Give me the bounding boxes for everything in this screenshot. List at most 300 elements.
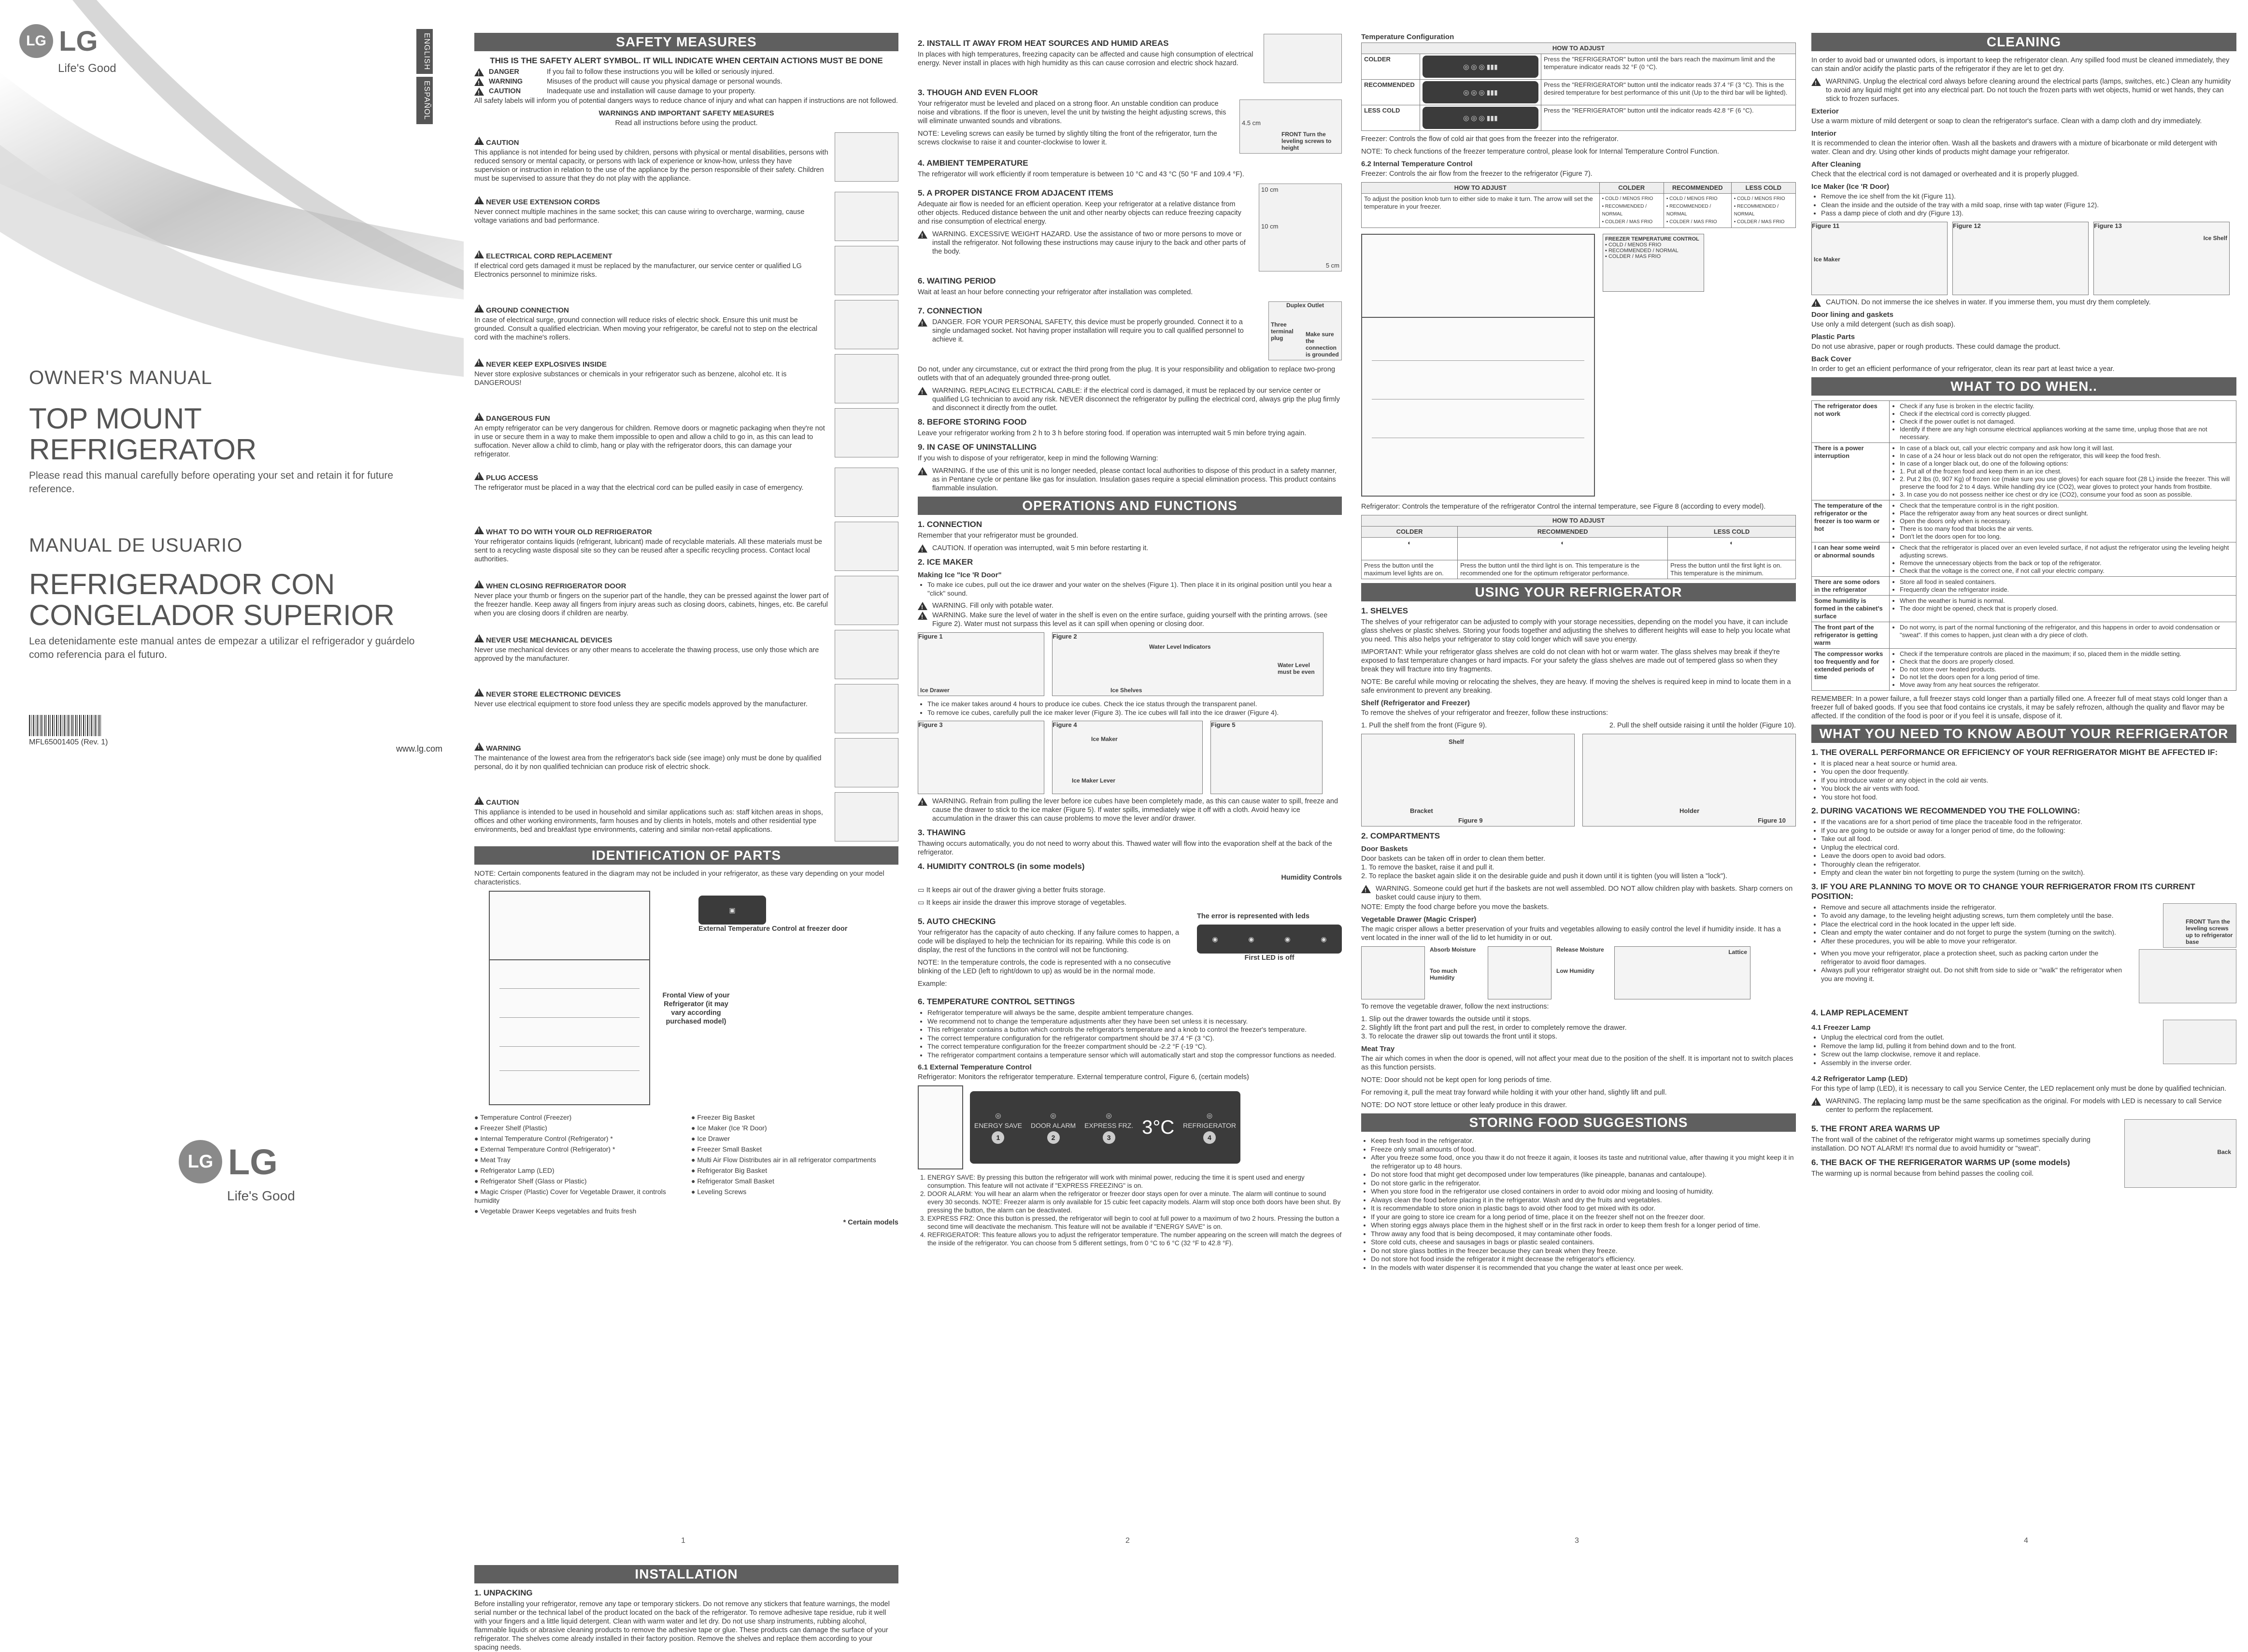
humidity-controls-label: Humidity Controls (1281, 874, 1342, 882)
t2-header-cell: LESS COLD (1731, 183, 1795, 194)
t3-header-cell: COLDER (1362, 527, 1458, 538)
list-item: • Take out all food. (1821, 835, 2236, 843)
list-item: • After these procedures, you will be able to move your refrigerator. (1821, 937, 2157, 946)
trouble-row (1812, 400, 2236, 442)
cover-titles (29, 367, 425, 662)
db-text: Door baskets can be taken off in order to clean them better. (1361, 855, 1545, 863)
panel-button-number: 4 (1203, 1131, 1216, 1144)
icemaker-sub: Ice Maker (Ice 'R Door) (1811, 183, 1890, 191)
safety-section (474, 192, 898, 241)
o5-title: 5. AUTO CHECKING (918, 917, 996, 926)
fridge-interior (1361, 234, 1595, 497)
warning-icon (474, 87, 484, 96)
safety-section-body (474, 468, 829, 517)
safety-section-text: This appliance is not intended for being used by children, persons with physical or mental disabilities, persons with reduced sensory or mental capacity, or persons with lack of experience or know-how, unless they have supervision or instruction in relation to the use of the appliance by the person responsible of their safety. Children must be supervised to assure that they do not play with the appliance. (474, 149, 828, 183)
s9-text: If you wish to dispose of your refrigerator, keep in mind the following Warning: (918, 455, 1158, 462)
safety-section (474, 246, 898, 295)
list-item: • After you freeze some food, once you thaw it do not freeze it again, it looses its taste and nutritional value, after thawing it you might keep it in the refrigerator up to 48 hours. (1371, 1154, 1796, 1170)
trouble-problem: There are some odors in the refrigerator (1812, 576, 1890, 595)
temp-panel (1420, 105, 1541, 131)
safety-section-text: An empty refrigerator can be very dangerous for children. Remove doors or magnetic packaging when they're not in use or secure them in a way to make them impossible to open and allow a child to go in, as this can lead to suffocation. Never allow a child to climb, hang or play with the refrigerator doors, this can damage your refrigerator. (474, 425, 825, 458)
trouble-solutions (1890, 648, 2236, 690)
s7-text: Do not, under any circumstance, cut or extract the third prong from the plug. It is your responsibility and obligation to replace two-prong outlets with that of an adequately grounded three-prong outlet. (918, 366, 1336, 382)
u1-note: NOTE: Be careful while moving or relocating the shelves, they are heavy. If moving the shelves is required keep in mind to locate them in a safe environment to prevent any breaking. (1361, 678, 1791, 695)
trouble-item: • Frequently clean the refrigerator inside. (1900, 586, 2234, 594)
trouble-item: • Remove the unnecessary objects from the back or top of the refrigerator. (1900, 559, 2234, 567)
trouble-list (1892, 544, 2234, 575)
safety-section-body (474, 630, 829, 679)
veg-step: 2. Slightly lift the front part and pull the rest, in order to completely remove the drawer. (1361, 1024, 1627, 1032)
veg-step: 3. To relocate the drawer slip out towards the front until it stops. (1361, 1033, 1557, 1040)
auto-check (918, 912, 1342, 992)
meat-text: The air which comes in when the door is opened, will not affect your meat due to the position of the shelf. It is important not to switch places as this function persists. (1361, 1055, 1793, 1071)
panel-button[interactable] (974, 1111, 1022, 1144)
warning-icon (1811, 78, 1821, 86)
back-sub: Back Cover (1811, 355, 1851, 363)
safety-section-title (474, 796, 829, 807)
warning-icon (474, 526, 484, 534)
part-legend-item: ● Meat Tray (474, 1155, 682, 1164)
t2-text: To adjust the position knob turn to either side to make it turn. The arrow will set the temperature in your freezer. (1362, 194, 1600, 228)
outlet-illustration (1268, 301, 1342, 360)
safety-section-text: Never connect multiple machines in the same socket; this can cause wiring to overcharge, warming, cause voltage variations and bad performance. (474, 208, 805, 225)
page-number-3: 3 (1575, 1537, 1579, 1545)
temp-config-row (1362, 80, 1796, 105)
panel-button-label: DOOR ALARM (1030, 1121, 1076, 1129)
shelf-sub: Shelf (Refrigerator and Freezer) (1361, 699, 1470, 707)
panel-button-number: 1 (992, 1131, 1004, 1144)
knob-option: ▪ RECOMMENDED / NORMAL (1734, 204, 1779, 217)
part-legend-item: ● Freezer Shelf (Plastic) (474, 1124, 682, 1132)
temp-text: Press the "REFRIGERATOR" button until the indicator reads 37.4 °F (3 °C). This is the desired temperature for best performance of this unit (Up to the third bar will be lighted). (1541, 80, 1796, 105)
safety-section-text: If electrical cord gets damaged it must be replaced by the manufacturer, our service center or qualified LG Electronics personnel to minimize risks. (474, 262, 802, 279)
knob-option: ▪ RECOMMENDED / NORMAL (1605, 248, 1679, 254)
figure-1: Figure 1 Ice Drawer (918, 632, 1044, 696)
distance-illustration (1259, 184, 1342, 271)
list-item: • If your are going to store ice cream for a long period of time, place it on the freezer shelf not on the freezer door. (1371, 1213, 1796, 1222)
parts-diagram-1 (474, 891, 898, 1113)
trouble-item: • Check if the power outlet is not damaged. (1900, 418, 2234, 426)
trouble-item: • Move away from any heat sources the refrigerator. (1900, 681, 2234, 689)
list-item: • We recommend not to change the temperature adjustments after they have been set unless it is necessary. (927, 1017, 1342, 1026)
trouble-item: • Check if any fuse is broken in the electric facility. (1900, 402, 2234, 410)
list-item: • You store hot food. (1821, 793, 2236, 802)
safety-section-title-text: WARNING (484, 744, 521, 753)
warning-icon (918, 602, 927, 610)
unpacking-text: Before installing your refrigerator, remove any tape or temporary stickers. Do not remove any stickers that feature warnings, the model serial number or the technical label of the product located on the back of the refrigerator. To remove adhesive tape residue, rub it well with your fingers and a little liquid detergent. Clean with warm water and let dry. Do not use sharp instruments, rubbing alcohol, flammable liquids or abrasive cleaning products to remove the adhesive tape or glue. These products can damage the surface of your refrigerator. The shelves come already installed in their factory position. Remove the shelves and replace them according to your spacing needs. (474, 1600, 890, 1652)
k3-block (1811, 903, 2236, 950)
signal-word-row (474, 77, 898, 86)
mini-panel: ◎ ◎ ◎ ▮▮▮ (1423, 81, 1538, 103)
o2-warn1: ! WARNING. Fill only with potable water. (918, 601, 1342, 610)
panel-button[interactable] (1183, 1111, 1236, 1144)
safety-section-text: Your refrigerator contains liquids (refrigerant, lubricant) made of recyclable materials. All these materials must be sent to a recycling waste disposal site so they can be reused after a specific recycling process. Contact local authorities. (474, 538, 822, 563)
k1-list (1811, 759, 2236, 802)
trouble-item: • Identify if there are any high consume electrical appliances working at the same time, unplug those that are not necessary. (1900, 426, 2234, 441)
panel-button-label: EXPRESS FRZ. (1084, 1121, 1134, 1129)
warning-icon (918, 612, 927, 620)
meat-remove: For removing it, pull the meat tray forward while holding it with your other hand, slightly lift and pull. (1361, 1089, 1667, 1097)
caution-icon (918, 544, 927, 553)
lang-tab-english[interactable]: ENGLISH (416, 29, 433, 74)
knob-option: ▪ RECOMMENDED / NORMAL (1666, 204, 1711, 217)
trouble-list (1892, 650, 2234, 689)
warning-icon (1361, 885, 1371, 893)
brand-name: LG (59, 25, 98, 57)
safety-sections (474, 132, 898, 841)
part-legend-item: ● External Temperature Control (Refrigerator) * (474, 1145, 682, 1154)
exterior-text: Use a warm mixture of mild detergent or soap to clean the refrigerator's surface. Clean with a damp cloth and dry immediately. (1811, 117, 2202, 125)
interior-sub: Interior (1811, 129, 1836, 138)
signal-word-row (474, 87, 898, 96)
safety-illustration (835, 468, 898, 517)
safety-section (474, 630, 898, 679)
o5-note: NOTE: In the temperature controls, the code is represented with a no consecutive blinking of the LED (left to right/down to up) as would be in the normal mode. (918, 959, 1171, 975)
panel-button[interactable] (1031, 1111, 1076, 1144)
list-item: • It is recommendable to store onion in plastic bags to avoid other food to get mixed with its odor. (1371, 1204, 1796, 1213)
k2-list (1811, 818, 2236, 877)
lamp-illustration (2163, 1020, 2236, 1064)
o2-sub: Making Ice "Ice 'R Door" (918, 571, 1002, 579)
lg-logo-top (19, 24, 98, 58)
back-text: In order to get an efficient performance of your refrigerator, clean its rear part at least twice a year. (1811, 365, 2115, 373)
k2-title: 2. DURING VACATIONS WE RECOMMENDED YOU THE FOLLOWING: (1811, 806, 2080, 815)
part-legend-item: ● Freezer Big Basket (691, 1113, 898, 1122)
knob-panel: FREEZER TEMPERATURE CONTROL ▪ COLD / MENOS FRIO ▪ RECOMMENDED / NORMAL ▪ COLDER / MAS FRIO (1603, 234, 1704, 292)
caution-icon (1811, 299, 1821, 307)
s5-warning: ! WARNING. EXCESSIVE WEIGHT HAZARD. Use the assistance of two or more persons to move or install the refrigerator. Not following these instructions may cause injury to the back and other parts of the body. (918, 230, 1253, 256)
safety-section-title-text: NEVER STORE ELECTRONIC DEVICES (484, 690, 621, 698)
safety-section-title (474, 688, 829, 698)
part-legend-item: ● Temperature Control (Freezer) (474, 1113, 682, 1122)
safety-section (474, 684, 898, 733)
door-baskets-sub: Door Baskets (1361, 845, 1408, 853)
o4-a: ▭ It keeps air out of the drawer giving a better fruits storage. (918, 886, 1106, 894)
signal-word-label: WARNING (489, 78, 523, 85)
list-item: • When you move your refrigerator, place a protection sheet, such as packing carton under the refrigerator to avoid floor damages. (1821, 949, 2133, 966)
k4-block (1811, 1020, 2236, 1071)
trouble-list (1892, 578, 2234, 594)
s4-text: The refrigerator will work efficiently if room temperature is between 10 °C and 43 °C (50 °F and 109.4 °F). (918, 171, 1244, 178)
safety-section-title (474, 471, 829, 482)
heat-illustration (1264, 34, 1342, 83)
safety-section-title-text: NEVER USE MECHANICAL DEVICES (484, 636, 612, 644)
tc-title: Temperature Configuration (1361, 33, 1454, 41)
figure-13: Figure 13 Ice Shelf (2093, 222, 2230, 295)
display-icon: ▣ (729, 906, 736, 914)
certain-models: * Certain models (843, 1219, 898, 1226)
k4-warn: ! WARNING. The replacing lamp must be the same specification as the original. For models with LED is necessary to call Service center to perform the replacement. (1811, 1097, 2236, 1114)
frontal-view: Frontal View of your Refrigerator (it may vary according purchased model) (662, 992, 730, 1025)
safety-section-title-text: GROUND CONNECTION (484, 306, 569, 314)
safety-section (474, 132, 898, 187)
error-panel: ◉ ◉ ◉ ◉ (1197, 925, 1342, 954)
k3-title: 3. IF YOU ARE PLANNING TO MOVE OR TO CHANGE YOUR REFRIGERATOR FROM ITS CURRENT POSITION: (1811, 882, 2195, 901)
cover-title-es: REFRIGERADOR CON CONGELADOR SUPERIOR (29, 568, 395, 631)
after-text: Check that the electrical cord is not damaged or overheated and it is properly plugged. (1811, 171, 2079, 178)
shelf-steps (1361, 721, 1796, 734)
list-item: • Refrigerator temperature will always be the same, despite ambient temperature changes. (927, 1009, 1342, 1017)
trouble-solutions (1890, 576, 2236, 595)
part-legend-item: ● Freezer Small Basket (691, 1145, 898, 1154)
read-note-es: Lea detenidamente este manual antes de empezar a utilizar el refrigerador y guárdelo como referencia para el futuro. (29, 636, 415, 660)
parts-note: NOTE: Certain components featured in the diagram may not be included in your refrigerator, as these vary depending on your model characteristics. (474, 870, 884, 886)
error-display (1197, 912, 1342, 992)
warning-icon (474, 304, 484, 313)
trouble-row (1812, 648, 2236, 690)
o61-text: Refrigerator: Monitors the refrigerator temperature. External temperature control, Figure 6, (certain models) (918, 1073, 1249, 1081)
error-rep-label: The error is represented with leds (1197, 912, 1309, 920)
trouble-row (1812, 622, 2236, 648)
veg-step: 1. Slip out the drawer towards the outside until it stops. (1361, 1015, 1531, 1023)
warnings-title: WARNINGS AND IMPORTANT SAFETY MEASURES (598, 109, 774, 117)
trouble-solutions (1890, 500, 2236, 542)
install-distance (918, 184, 1342, 271)
safety-section-text: The maintenance of the lowest area from the refrigerator's back side (see image) only must be done by qualified personal, do it by non qualified technician can produce risk of electric shock. (474, 755, 822, 771)
warning-icon (474, 68, 484, 76)
list-item: • The correct temperature configuration for the freezer compartment should be -2.2 °F (-19 °C). (927, 1042, 1342, 1051)
figure-10: Holder Figure 10 (1582, 734, 1796, 826)
list-item: • Remove the lamp lid, pulling it from behind down and to the front. (1821, 1042, 2157, 1051)
list-item: • Freeze only small amounts of food. (1371, 1145, 1796, 1154)
parts-legend (474, 1113, 898, 1215)
trouble-problem: I can hear some weird or abnormal sounds (1812, 542, 1890, 576)
safety-section (474, 522, 898, 571)
alert-note: All safety labels will inform you of potential dangers ways to reduce chance of injury and what can happen if instructions are not followed. (474, 97, 898, 105)
store-banner: STORING FOOD SUGGESTIONS (1361, 1113, 1796, 1132)
cover-title: TOP MOUNT REFRIGERATOR (29, 402, 257, 466)
warning-icon (1811, 1097, 1821, 1106)
clean-banner: CLEANING (1811, 33, 2236, 51)
door-text: Use only a mild detergent (such as dish soap). (1811, 320, 1956, 328)
s5-text: Adequate air flow is needed for an efficient operation. Keep your refrigerator at a relative distance from other objects. Reduced distance between the unit and other nearby objects can reduce freezing capacity and rise consumption of electrical energy. (918, 200, 1241, 226)
s9-warning: ! WARNING. If the use of this unit is no longer needed, please contact local authorities to dispose of this product in a safety manner, as in Pentane cycle or pentane like gas for insulation. Insulation gases require a special elimination process. This product contains flammable insulation. (918, 467, 1342, 493)
trouble-list (1892, 624, 2234, 639)
trouble-row (1812, 542, 2236, 576)
barcode (29, 715, 101, 736)
list-item: • If you are going to be outside or away for a longer period of time, do the following: (1821, 826, 2236, 835)
safety-section-body (474, 738, 829, 787)
knob-option: ▪ COLDER / MAS FRIO (1666, 219, 1717, 225)
part-legend-item: ● Refrigerator Lamp (LED) (474, 1166, 682, 1175)
trouble-solutions (1890, 542, 2236, 576)
k3-illustration: FRONT Turn the leveling screws up to refrigerator base (2163, 903, 2236, 948)
safety-banner: SAFETY MEASURES (474, 33, 898, 51)
warning-icon (474, 250, 484, 258)
safety-illustration (835, 522, 898, 571)
figure-9: Shelf Bracket Figure 9 (1361, 734, 1575, 826)
lang-tab-spanish[interactable]: ESPAÑOL (416, 77, 433, 124)
temp-text: Press the "REFRIGERATOR" button until the bars reach the maximum limit and the temperature indicator reads 32 °F (0 °C). (1541, 54, 1796, 80)
clean-warn: ! WARNING. Unplug the electrical cord always before cleaning around the electrical parts (lamps, switches, etc.) Clean any humidity to avoid any liquid might get into any electrical part. Do not touch the frozen parts with wet objects, humid or wet hands, they can stick to frozen surfaces. (1811, 77, 2236, 103)
safety-section (474, 576, 898, 625)
trouble-problem: Some humidity is formed in the cabinet's surface (1812, 595, 1890, 622)
ext-temp-label: External Temperature Control at freezer door (698, 925, 848, 933)
column-cleaning (1811, 29, 2236, 1526)
itc-title: 6.2 Internal Temperature Control (1361, 160, 1473, 168)
knob-recommended (1664, 194, 1731, 228)
trouble-item: • When the weather is humid is normal. (1900, 597, 2234, 605)
trouble-list (1892, 444, 2234, 498)
trouble-solutions (1890, 622, 2236, 648)
safety-section-body (474, 192, 829, 241)
tagline: Life's Good (58, 62, 116, 75)
veg-remove: To remove the vegetable drawer, follow the next instructions: (1361, 1003, 1549, 1011)
list-item: • It is placed near a heat source or humid area. (1821, 759, 2236, 768)
signal-word-label: CAUTION (489, 87, 521, 95)
safety-section-title-text: CAUTION (484, 798, 519, 807)
safety-section (474, 792, 898, 841)
panel-button-icon: ◎ (995, 1111, 1001, 1119)
trouble-item: • Don't let the doors open for too long. (1900, 533, 2234, 541)
o3-title: 3. THAWING (918, 828, 966, 837)
part-legend-item: ● Refrigerator Shelf (Glass or Plastic) (474, 1177, 682, 1185)
unpacking-title: 1. UNPACKING (474, 1588, 533, 1597)
temp-config-table (1361, 43, 1796, 131)
safety-section-text: This appliance is intended to be used in household and similar applications such as: staff kitchen areas in shops, offices and other working environments, farm houses and by clients in hotels, motels and other residential type environments, bed and breakfast type environments, catering and similar non-retail applications. (474, 809, 823, 834)
panel-list-item: 4. REFRIGERATOR: This feature allows you to adjust the refrigerator temperature. The number appearing on the screen will match the degrees of the inside of the refrigerator. You can choose from 5 different settings, from 0 °C to 6 °C (32 °F to 42.8 °F). (927, 1231, 1342, 1247)
list-item: • Always clean the food before placing it in the refrigerator. Wash and dry the fruits and vegetables. (1371, 1196, 1796, 1205)
warning-icon (918, 467, 927, 475)
panel-list-item: 1. ENERGY SAVE: By pressing this button the refrigerator will work with minimal power, reducing the time it is spent used and energy consumption. This feature will not activate if "EXPRESS FREEZING" is on. (927, 1173, 1342, 1190)
safety-section-title-text: NEVER KEEP EXPLOSIVES INSIDE (484, 360, 607, 369)
moving-illustration (2139, 949, 2236, 1003)
warm-illustration: Back (2124, 1119, 2236, 1188)
warning-icon (474, 472, 484, 480)
s3-note: NOTE: Leveling screws can easily be turned by slightly tilting the front of the refrigerator, turn the screws clockwise to raise it and counter-clockwise to lower it. (918, 130, 1217, 146)
s6-text: Wait at least an hour before connecting your refrigerator after installation was completed. (918, 288, 1193, 296)
safety-section (474, 300, 898, 349)
signal-word-text: Misuses of the product will cause you physical damage or personal wounds. (547, 78, 783, 85)
list-item: • Thoroughly clean the refrigerator. (1821, 860, 2236, 869)
list-item: • You block the air vents with food. (1821, 784, 2236, 793)
safety-section-body (474, 408, 829, 463)
safety-illustration (835, 792, 898, 841)
panel-temperature: 3°C (1142, 1116, 1175, 1138)
trouble-solutions (1890, 400, 2236, 442)
safety-section-title (474, 634, 829, 644)
list-item: • Do not store garlic in the refrigerator. (1371, 1179, 1796, 1188)
shelf-step-1: 1. Pull the shelf from the front (Figure 9). (1361, 722, 1487, 729)
safety-section-title-text: NEVER USE EXTENSION CORDS (484, 198, 600, 206)
list-item: • If the vacations are for a short period of time place the traceable food in the refrigerator. (1821, 818, 2236, 826)
safety-section-title (474, 196, 829, 206)
safety-section-title-text: WHEN CLOSING REFRIGERATOR DOOR (484, 582, 626, 590)
figure-11: Figure 11 Ice Maker (1811, 222, 1948, 295)
safety-section-text: In case of electrical surge, ground connection will reduce risks of electric shock. Ensure this unit must be grounded. Consult a qualified electrician. When moving your refrigerator, be careful not to step on the electrical cord with the machine's rollers. (474, 316, 818, 342)
list-item: • Do not store hot food inside the refrigerator it might decrease the refrigerator's efficiency. (1371, 1255, 1796, 1264)
trouble-row (1812, 595, 2236, 622)
knob-option: ▪ COLD / MENOS FRIO (1734, 196, 1785, 201)
read-note: Please read this manual carefully before operating your set and retain it for future reference. (29, 470, 394, 495)
safety-section (474, 408, 898, 463)
s6-title: 6. WAITING PERIOD (918, 276, 996, 285)
safety-illustration (835, 576, 898, 625)
mini-fridge (918, 1085, 963, 1169)
install-floor (918, 100, 1342, 154)
trouble-item: • Do not let the doors open for a long period of time. (1900, 673, 2234, 681)
veg-text: The magic crisper allows a better preservation of your fruits and vegetables allowing to easily control the level if humidity inside. It has a vent located in the inner wall of the lid to let humidity in or out. (1361, 926, 1781, 942)
refrig-led-table: HOW TO ADJUST COLDER RECOMMENDED LESS COLD ◐ ◐ ◐ Press the button until the maximum level lights are on. Press the button until the third light is on. This temperature is the recommended one for the optimum refrigerator performance. Press the button until the first light is on. This temperature is the minimum. (1361, 515, 1796, 579)
temp-panel (1420, 54, 1541, 80)
safety-section-title (474, 580, 829, 590)
safety-illustration (835, 192, 898, 241)
safety-section-body (474, 132, 829, 187)
t2-header-cell: HOW TO ADJUST (1362, 183, 1600, 194)
signal-word-text: If you fail to follow these instructions you will be killed or seriously injured. (547, 68, 774, 76)
safety-section-body (474, 354, 829, 403)
first-led-label: First LED is off (1244, 954, 1295, 962)
trouble-problem: The compressor works too frequently and for extended periods of time (1812, 648, 1890, 690)
o1-text: Remember that your refrigerator must be grounded. (918, 532, 1079, 540)
knob-mini-panel (1666, 195, 1729, 226)
db-step-1: 1. To remove the basket, raise it and pull it. (1361, 864, 1494, 871)
fridge-interior-figure (1361, 234, 1796, 497)
safety-illustration (835, 630, 898, 679)
trouble-item: • In case of a 24 hour or less black out do not open the refrigerator, this will keep the food fresh. (1900, 452, 2234, 460)
safety-section (474, 354, 898, 403)
panel-button-number: 2 (1047, 1131, 1060, 1144)
k3-list (1811, 903, 2157, 946)
signal-word-text: Inadequate use and installation will cause damage to your property. (547, 87, 756, 95)
list-item: • In the models with water dispenser it is recommended that you change the water at least once per week. (1371, 1264, 1796, 1272)
icemaker-list (1811, 192, 2236, 218)
warning-icon (474, 413, 484, 421)
t3-text-cell: Press the button until the maximum level lights are on. (1362, 560, 1458, 579)
list-item: • Assembly in the inverse order. (1821, 1059, 2157, 1068)
panel-button[interactable] (1084, 1111, 1133, 1144)
list-item: • Empty and clean the water bin not forgetting to purge the system (turning on the switch). (1821, 869, 2236, 877)
trouble-solutions (1890, 595, 2236, 622)
safety-section-body (474, 522, 829, 571)
cover-panel (0, 0, 464, 1555)
website: www.lg.com (396, 744, 443, 754)
control-panel-figure (918, 1085, 1342, 1169)
o4-title: 4. HUMIDITY CONTROLS (in some models) (918, 862, 1085, 871)
safety-section-body (474, 576, 829, 625)
icemaker-figures-b (918, 721, 1342, 794)
list-item: • Screw out the lamp clockwise, remove it and replace. (1821, 1050, 2157, 1059)
part-legend-item: ● Vegetable Drawer Keeps vegetables and fruits fresh (474, 1207, 682, 1215)
lg-logo-icon-bottom: LG (179, 1140, 222, 1183)
list-item: • Remove and secure all attachments inside the refrigerator. (1821, 903, 2157, 912)
list-item: • To make ice cubes, pull out the ice drawer and your water on the shelves (Figure 1). Then place it in its original position until you hear a "click" sound. (927, 581, 1342, 598)
trouble-item: • Place the refrigerator away from any heat sources or direct sunlight. (1900, 510, 2234, 517)
safety-section-title (474, 136, 829, 147)
safety-intro: THIS IS THE SAFETY ALERT SYMBOL. IT WILL INDICATE WHEN CERTAIN ACTIONS MUST BE DONE (490, 56, 883, 65)
list-item: • Always pull your refrigerator straight out. Do not shift from side to side or "walk" the refrigerator when you are moving it. (1821, 966, 2133, 983)
meat-sub: Meat Tray (1361, 1045, 1395, 1053)
safety-section-title-text: PLUG ACCESS (484, 474, 538, 482)
s3-text: Your refrigerator must be leveled and placed on a strong floor. An unstable condition can produce noise and vibrations. If the floor is uneven, level the unit by twisting the height adjusting screws, this will eliminate unwanted sounds and vibrations. (918, 100, 1226, 125)
parts-side (660, 891, 863, 1113)
trouble-list (1892, 502, 2234, 541)
safety-section-text: Never use mechanical devices or any other means to accelerate the thawing process, use only those which are approved by the manufacturer. (474, 646, 819, 663)
dim-5: 5 cm (1325, 262, 1339, 269)
trouble-item: • The door might be opened, check that is properly closed. (1900, 605, 2234, 612)
list-item: • Remove the ice shelf from the kit (Figure 11). (1821, 192, 2236, 201)
safety-section-title-text: CAUTION (484, 139, 519, 147)
trouble-item: • Do not store over heated products. (1900, 666, 2234, 673)
s2-title: 2. INSTALL IT AWAY FROM HEAT SOURCES AND HUMID AREAS (918, 39, 1169, 48)
install-heat (918, 34, 1342, 83)
knob-option: ▪ COLD / MENOS FRIO (1605, 242, 1662, 248)
list-item: • If you introduce water or any object in the cold air vents. (1821, 776, 2236, 785)
trouble-list (1892, 597, 2234, 612)
warning-icon (474, 358, 484, 367)
dim-10b: 10 cm (1261, 223, 1279, 230)
when-banner: WHAT TO DO WHEN.. (1811, 377, 2236, 396)
